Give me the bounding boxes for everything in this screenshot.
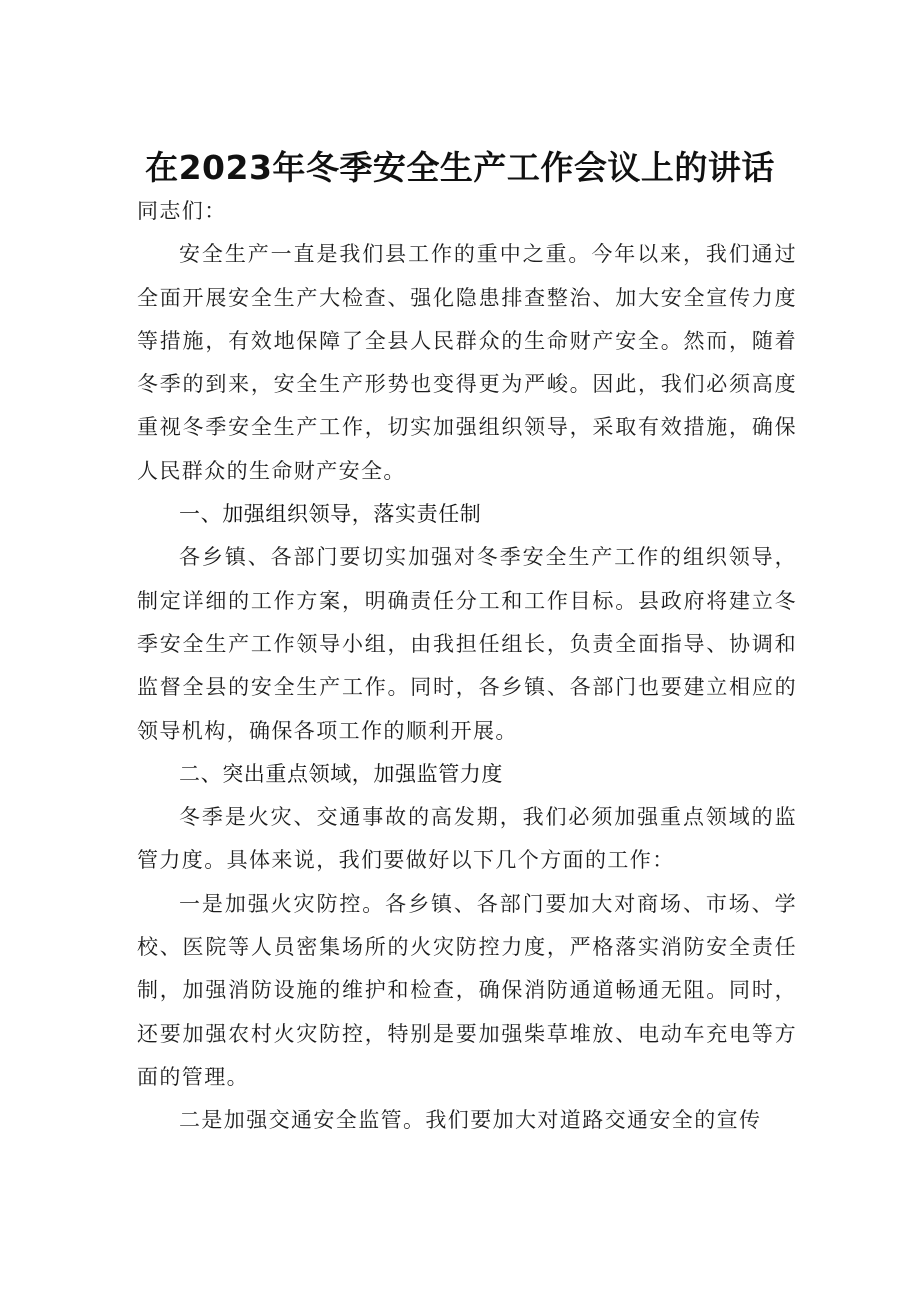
section-heading-2: 二、突出重点领域，加强监管力度 (179, 761, 503, 786)
paragraph-section-2-intro: 冬季是火灾、交通事故的高发期，我们必须加强重点领域的监管力度。具体来说，我们要做好以下几个方面的工作： (137, 805, 797, 873)
paragraph-fire-control: 一是加强火灾防控。各乡镇、各部门要加大对商场、市场、学校、医院等人员密集场所的火灾防控力度，严格落实消防安全责任制，加强消防设施的维护和检查，确保消防通道畅通无阻。同时，还要加强农村火灾防控，特别是要加强柴草堆放、电动车充电等方面的管理。 (137, 891, 797, 1089)
document-body (137, 190, 797, 1143)
paragraph-traffic-safety: 二是加强交通安全监管。我们要加大对道路交通安全的宣传 (179, 1108, 762, 1133)
section-heading-1: 一、加强组织领导，落实责任制 (179, 502, 482, 527)
document-title: 在2023年冬季安全生产工作会议上的讲话 (145, 148, 775, 188)
paragraph-section-1: 各乡镇、各部门要切实加强对冬季安全生产工作的组织领导，制定详细的工作方案，明确责任分工和工作目标。县政府将建立冬季安全生产工作领导小组，由我担任组长，负责全面指导、协调和监督全县的安全生产工作。同时，各乡镇、各部门也要建立相应的领导机构，确保各项工作的顺利开展。 (137, 545, 797, 743)
salutation: 同志们： (137, 199, 227, 223)
paragraph-intro: 安全生产一直是我们县工作的重中之重。今年以来，我们通过全面开展安全生产大检查、强化隐患排查整治、加大安全宣传力度等措施，有效地保障了全县人民群众的生命财产安全。然而，随着冬季的到来，安全生产形势也变得更为严峻。因此，我们必须高度重视冬季安全生产工作，切实加强组织领导，采取有效措施，确保人民群众的生命财产安全。 (137, 242, 797, 483)
